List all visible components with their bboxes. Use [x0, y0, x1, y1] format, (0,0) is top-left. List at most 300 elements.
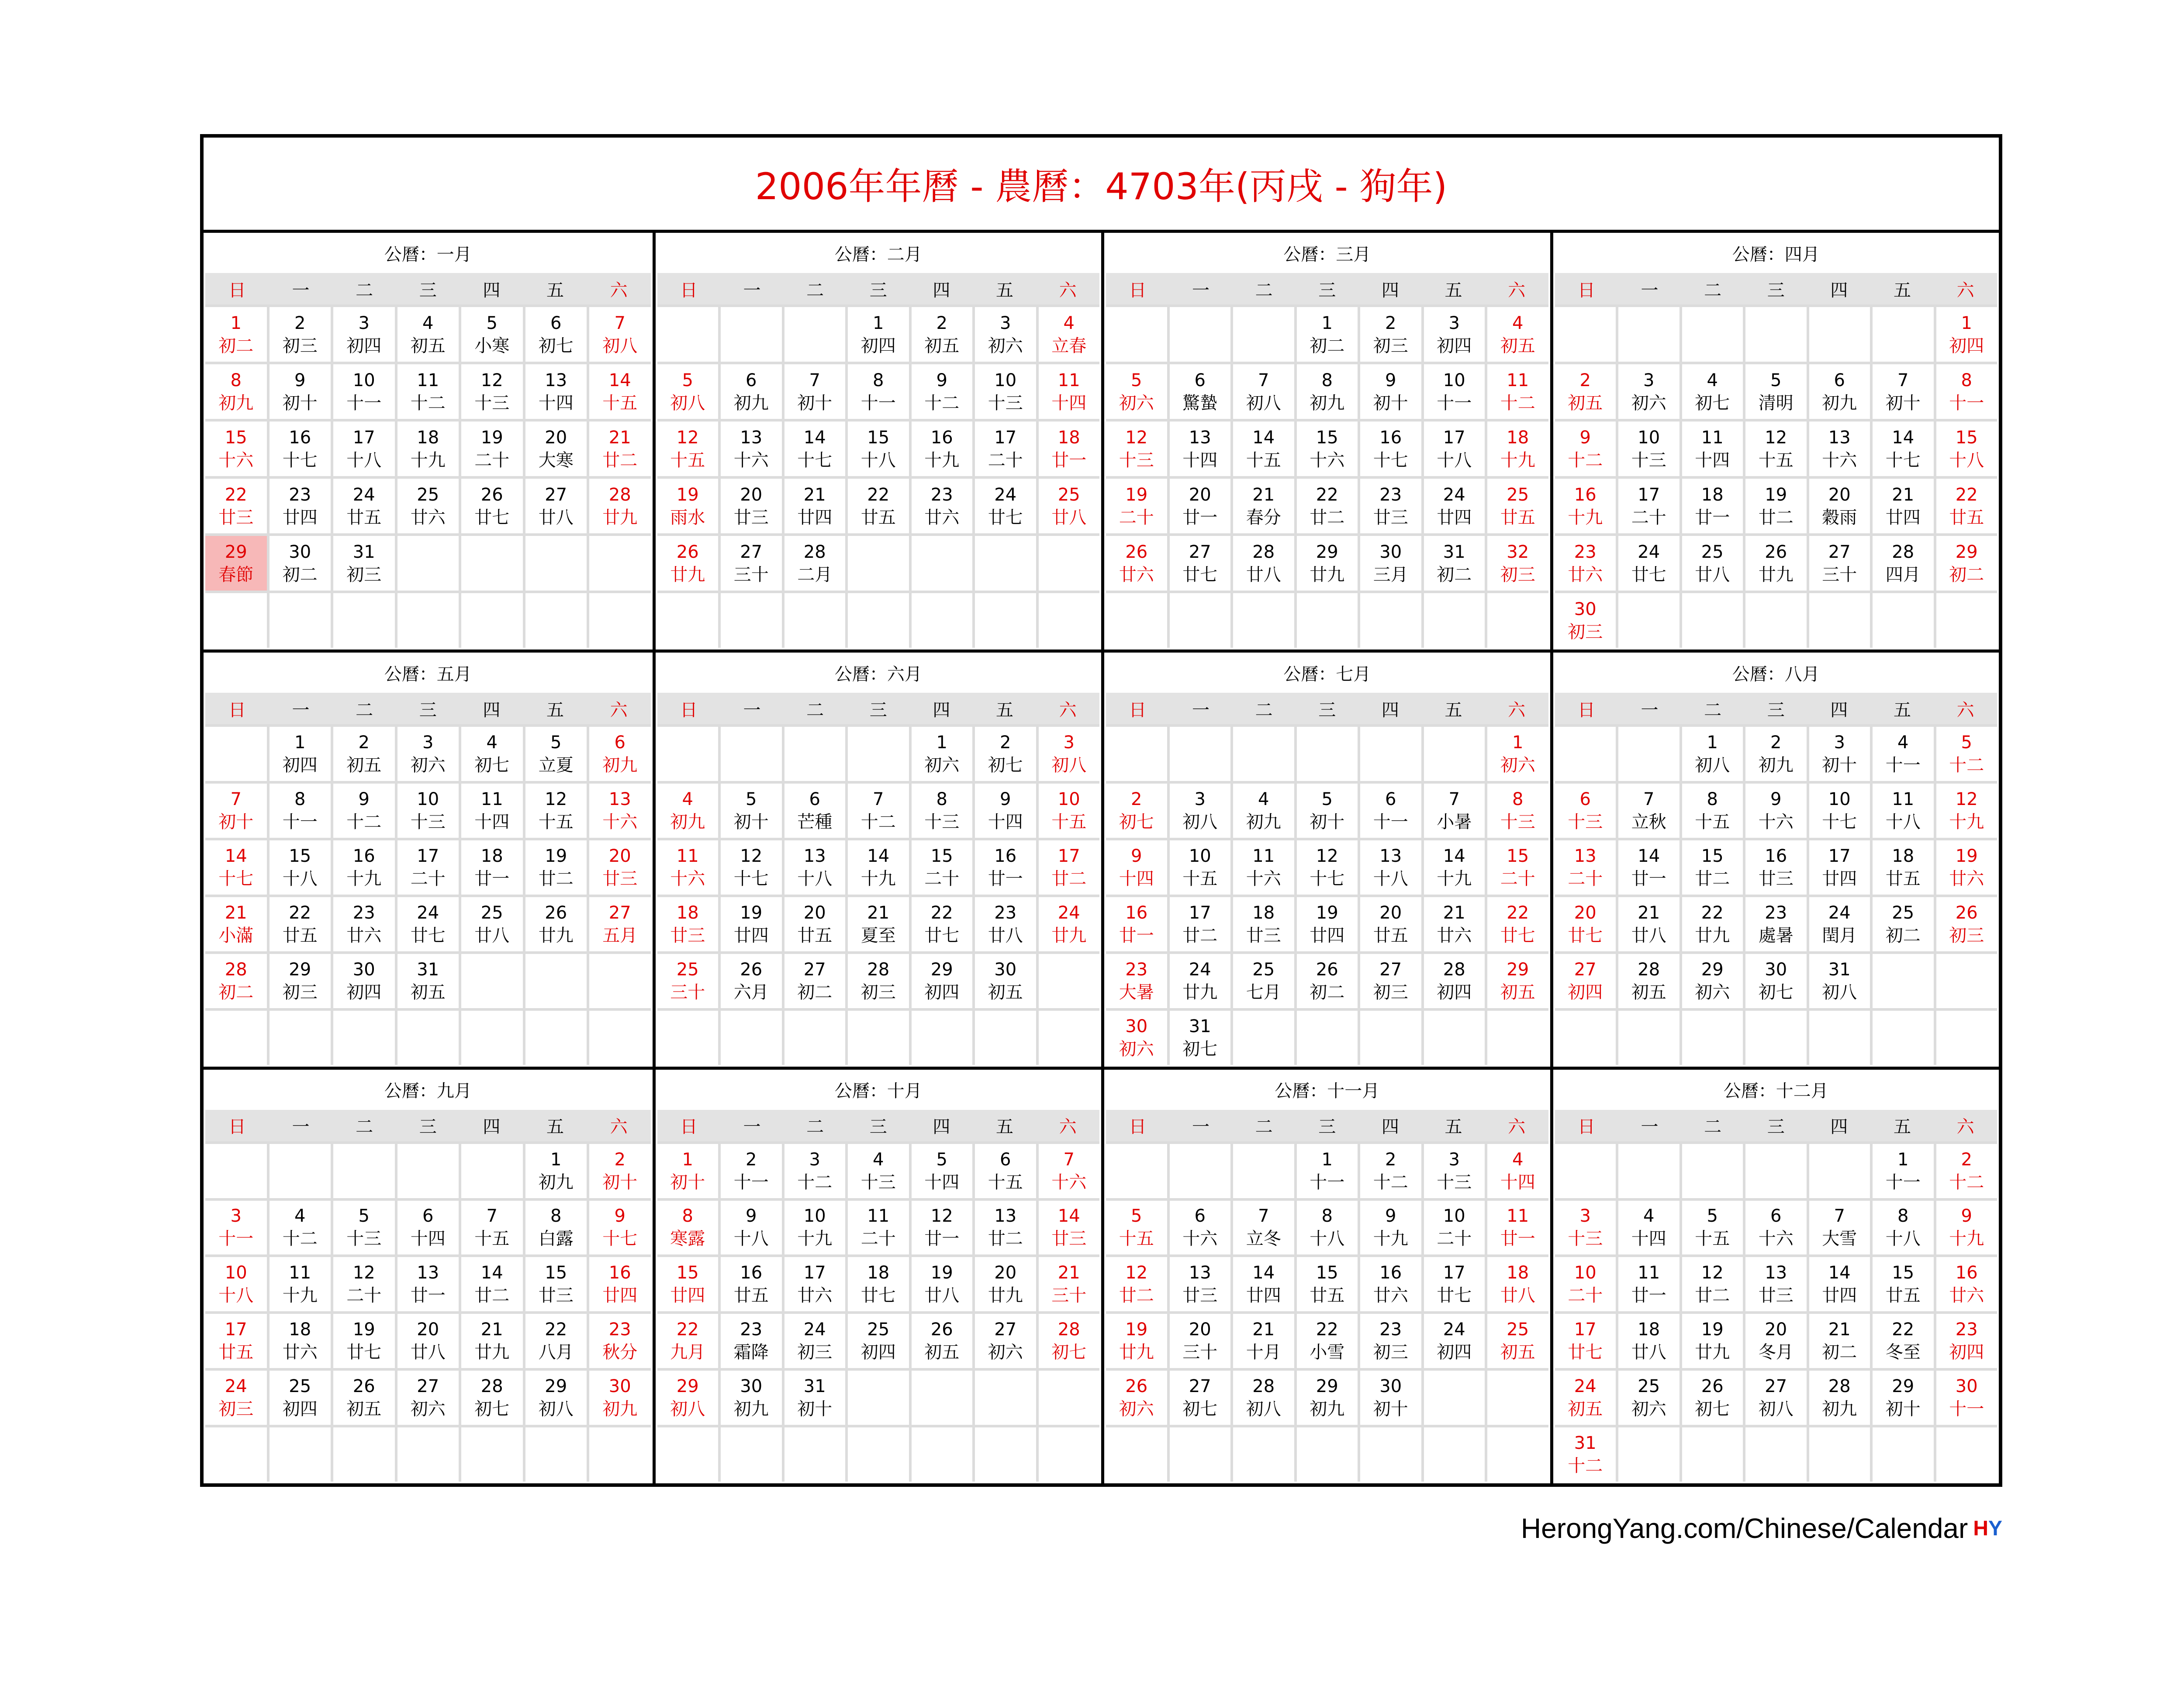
day-cell: [784, 1201, 846, 1255]
empty-cell: [721, 727, 782, 781]
lunar-date: 十二: [1949, 755, 1984, 776]
day-cell: [589, 422, 651, 476]
day-cell: [1618, 897, 1679, 951]
day-number: 29: [225, 542, 247, 562]
day-cell: [848, 954, 909, 1008]
day-cell: [589, 1201, 651, 1255]
day-number: 23: [1379, 1320, 1402, 1340]
lunar-date: 初八: [602, 335, 638, 356]
day-number: 26: [1125, 1376, 1148, 1397]
lunar-date: 初六: [988, 1342, 1023, 1363]
day-cell: [1297, 422, 1358, 476]
lunar-date: 小暑: [1437, 812, 1472, 833]
day-cell: [1106, 1011, 1167, 1065]
lunar-date: 十六: [1822, 450, 1857, 470]
day-number: 19: [352, 1320, 375, 1340]
lunar-date: 立冬: [1246, 1229, 1281, 1249]
lunar-date: 廿六: [797, 1285, 833, 1306]
weekday-label: 四: [1381, 1117, 1399, 1137]
month-block: [1550, 1067, 1999, 1483]
empty-cell: [1424, 727, 1485, 781]
weekday-label: 一: [1192, 700, 1209, 720]
day-cell: [912, 479, 973, 533]
empty-cell: [1106, 307, 1167, 362]
lunar-date: 廿七: [474, 507, 510, 528]
day-cell: [848, 307, 909, 362]
lunar-date: 廿三: [1758, 1285, 1794, 1306]
day-number: 18: [676, 902, 699, 923]
calendar-frame: [200, 134, 2002, 1487]
day-number: 24: [352, 484, 375, 505]
day-number: 21: [1638, 902, 1660, 923]
day-cell: [975, 307, 1036, 362]
empty-cell: [912, 1011, 973, 1065]
lunar-date: 初五: [1568, 393, 1603, 413]
day-number: 15: [867, 427, 890, 448]
weekday-label: 一: [1641, 1117, 1659, 1137]
lunar-date: 十四: [474, 812, 510, 833]
day-number: 11: [289, 1263, 311, 1283]
day-grid: [657, 724, 1100, 1064]
day-cell: [1297, 1201, 1358, 1255]
lunar-date: 二十: [988, 450, 1023, 470]
day-number: 24: [1574, 1376, 1597, 1397]
day-number: 19: [930, 1263, 953, 1283]
day-cell: [1745, 1371, 1807, 1425]
lunar-date: 初四: [1437, 982, 1472, 1002]
empty-cell: [589, 536, 651, 591]
day-cell: [657, 784, 719, 838]
day-cell: [333, 422, 395, 476]
lunar-date: 十五: [474, 1229, 510, 1249]
day-number: 14: [1828, 1263, 1851, 1283]
day-number: 6: [614, 732, 625, 753]
day-number: 9: [936, 370, 947, 390]
day-number: 25: [1252, 959, 1275, 980]
lunar-date: 初九: [1310, 1399, 1345, 1420]
weekday-label: 一: [1192, 1117, 1209, 1137]
weekday-label: 日: [680, 280, 698, 301]
lunar-date: 十四: [1695, 450, 1730, 470]
day-cell: [397, 422, 459, 476]
day-number: 25: [417, 484, 439, 505]
day-number: 14: [225, 846, 247, 867]
empty-cell: [1682, 1427, 1743, 1482]
day-cell: [657, 364, 719, 419]
month-block: [653, 1067, 1102, 1483]
lunar-date: 十九: [1373, 1229, 1408, 1249]
empty-cell: [1233, 593, 1294, 648]
day-cell: [912, 1144, 973, 1198]
day-cell: [1106, 954, 1167, 1008]
day-number: 27: [608, 902, 631, 923]
lunar-date: 初三: [797, 1342, 833, 1363]
day-number: 4: [1063, 313, 1075, 333]
day-cell: [333, 897, 395, 951]
day-cell: [1233, 1201, 1294, 1255]
lunar-date: 廿一: [410, 1285, 446, 1306]
lunar-date: 初九: [733, 393, 769, 413]
day-cell: [784, 536, 846, 591]
lunar-date: 廿五: [1885, 1285, 1921, 1306]
day-number: 23: [352, 902, 375, 923]
day-cell: [848, 1144, 909, 1198]
empty-cell: [912, 1427, 973, 1482]
day-cell: [1233, 954, 1294, 1008]
lunar-date: 二十: [1119, 507, 1154, 528]
day-cell: [205, 364, 267, 419]
day-number: 5: [682, 370, 693, 390]
day-number: 13: [417, 1263, 439, 1283]
day-number: 10: [1057, 789, 1080, 810]
day-number: 20: [1765, 1320, 1787, 1340]
empty-cell: [912, 593, 973, 648]
day-number: 23: [930, 484, 953, 505]
lunar-date: 初六: [1119, 1039, 1154, 1059]
empty-cell: [1682, 593, 1743, 648]
day-number: 1: [1897, 1149, 1909, 1170]
day-cell: [333, 479, 395, 533]
day-number: 21: [480, 1320, 503, 1340]
day-cell: [397, 1314, 459, 1368]
day-number: 14: [480, 1263, 503, 1283]
lunar-date: 初六: [1500, 755, 1535, 776]
lunar-date: 廿八: [538, 507, 574, 528]
lunar-date: 廿四: [797, 507, 833, 528]
lunar-date: 初八: [1246, 1399, 1281, 1420]
day-number: 20: [417, 1320, 439, 1340]
weekday-label: 二: [1255, 1117, 1273, 1137]
weekday-label: 日: [1577, 1117, 1595, 1137]
day-number: 31: [803, 1376, 826, 1397]
lunar-date: 初八: [670, 1399, 705, 1420]
empty-cell: [1555, 727, 1616, 781]
day-cell: [1555, 479, 1616, 533]
weekday-label: 五: [996, 1117, 1014, 1137]
day-number: 12: [930, 1206, 953, 1227]
day-number: 29: [930, 959, 953, 980]
day-number: 30: [1379, 1376, 1402, 1397]
day-cell: [657, 1144, 719, 1198]
day-cell: [1170, 1201, 1231, 1255]
lunar-date: 十七: [733, 869, 769, 889]
day-cell: [205, 422, 267, 476]
day-number: 1: [1321, 1149, 1333, 1170]
day-number: 17: [1443, 1263, 1465, 1283]
lunar-date: 廿一: [1182, 507, 1218, 528]
day-cell: [975, 364, 1036, 419]
lunar-date: 廿八: [1246, 564, 1281, 585]
empty-cell: [1936, 1011, 1997, 1065]
lunar-date: 廿六: [1373, 1285, 1408, 1306]
day-cell: [461, 479, 523, 533]
day-cell: [1297, 1371, 1358, 1425]
day-number: 3: [358, 313, 370, 333]
day-cell: [1682, 954, 1743, 1008]
day-number: 31: [352, 542, 375, 562]
day-number: 29: [676, 1376, 699, 1397]
day-number: 13: [1189, 1263, 1211, 1283]
empty-cell: [657, 1011, 719, 1065]
weekday-label: 日: [1129, 700, 1147, 720]
day-number: 29: [1316, 1376, 1338, 1397]
day-cell: [784, 1144, 846, 1198]
lunar-date: 廿三: [733, 507, 769, 528]
lunar-date: 初五: [1500, 982, 1535, 1002]
lunar-date: 三十: [1182, 1342, 1218, 1363]
lunar-date: 大暑: [1119, 982, 1154, 1002]
day-number: 8: [873, 370, 884, 390]
day-cell: [1297, 784, 1358, 838]
day-cell: [1424, 897, 1485, 951]
footer-url[interactable]: HerongYang.com/Chinese/Calendar: [1521, 1513, 1968, 1544]
footer: [1521, 1512, 2002, 1544]
day-cell: [1809, 364, 1870, 419]
day-number: 18: [867, 1263, 890, 1283]
day-cell: [1360, 1201, 1421, 1255]
lunar-date: 十四: [1119, 869, 1154, 889]
day-cell: [461, 1257, 523, 1311]
weekday-label: 六: [1059, 280, 1077, 301]
day-cell: [848, 784, 909, 838]
day-number: 7: [486, 1206, 498, 1227]
lunar-date: 廿一: [1631, 1285, 1666, 1306]
lunar-date: 十六: [1051, 1172, 1087, 1192]
lunar-date: 九月: [670, 1342, 705, 1363]
day-cell: [1555, 536, 1616, 591]
day-cell: [1682, 422, 1743, 476]
day-cell: [1233, 1314, 1294, 1368]
day-number: 25: [1507, 1320, 1529, 1340]
day-number: 24: [803, 1320, 826, 1340]
day-number: 25: [480, 902, 503, 923]
day-number: 18: [1701, 484, 1724, 505]
day-number: 11: [1507, 370, 1529, 390]
day-number: 5: [1321, 789, 1333, 810]
day-cell: [1360, 840, 1421, 895]
day-number: 26: [740, 959, 763, 980]
day-cell: [589, 479, 651, 533]
weekday-label: 六: [1956, 700, 1974, 720]
day-cell: [1745, 784, 1807, 838]
day-number: 16: [740, 1263, 763, 1283]
day-number: 18: [480, 846, 503, 867]
day-number: 7: [1834, 1206, 1845, 1227]
day-cell: [1106, 1371, 1167, 1425]
weekday-label: 二: [1704, 280, 1722, 301]
lunar-date: 十一: [1373, 812, 1408, 833]
day-number: 17: [1189, 902, 1211, 923]
lunar-date: 初五: [1500, 1342, 1535, 1363]
day-grid: [1555, 304, 1997, 648]
day-cell: [461, 840, 523, 895]
day-number: 18: [417, 427, 439, 448]
day-number: 12: [480, 370, 503, 390]
day-cell: [912, 897, 973, 951]
day-cell: [1873, 536, 1934, 591]
empty-cell: [1106, 1144, 1167, 1198]
day-cell: [1424, 840, 1485, 895]
day-cell: [270, 307, 331, 362]
day-number: 2: [1961, 1149, 1972, 1170]
day-cell: [657, 536, 719, 591]
day-cell: [1487, 1314, 1548, 1368]
day-number: 30: [608, 1376, 631, 1397]
lunar-date: 十六: [733, 450, 769, 470]
day-number: 15: [676, 1263, 699, 1283]
lunar-date: 廿七: [1500, 925, 1535, 946]
day-cell: [397, 784, 459, 838]
day-number: 16: [994, 846, 1017, 867]
day-number: 28: [225, 959, 247, 980]
day-number: 6: [1194, 370, 1206, 390]
weekday-label: 日: [1129, 1117, 1147, 1137]
day-cell: [1809, 536, 1870, 591]
lunar-date: 初十: [282, 393, 318, 413]
day-cell: [1487, 1144, 1548, 1198]
lunar-date: 十五: [1246, 450, 1281, 470]
lunar-date: 廿四: [1822, 869, 1857, 889]
day-cell: [848, 840, 909, 895]
lunar-date: 十五: [988, 1172, 1023, 1192]
day-number: 20: [1189, 484, 1211, 505]
day-number: 13: [740, 427, 763, 448]
day-grid: [1106, 1141, 1548, 1482]
empty-cell: [1170, 1427, 1231, 1482]
day-number: 13: [1828, 427, 1851, 448]
day-cell: [721, 1314, 782, 1368]
day-cell: [1682, 1371, 1743, 1425]
empty-cell: [1233, 1427, 1294, 1482]
lunar-date: 初二: [1437, 564, 1472, 585]
lunar-date: 二十: [1437, 1229, 1472, 1249]
lunar-date: 初九: [1822, 1399, 1857, 1420]
day-number: 14: [1638, 846, 1660, 867]
day-number: 8: [294, 789, 306, 810]
lunar-date: 廿五: [218, 1342, 254, 1363]
day-cell: [1555, 840, 1616, 895]
day-number: 30: [289, 542, 311, 562]
empty-cell: [205, 1144, 267, 1198]
day-number: 11: [1892, 789, 1914, 810]
day-number: 19: [480, 427, 503, 448]
day-number: 2: [746, 1149, 757, 1170]
lunar-date: 初九: [538, 1172, 574, 1192]
lunar-date: 小雪: [1310, 1342, 1345, 1363]
day-number: 8: [1321, 370, 1333, 390]
day-number: 5: [1961, 732, 1972, 753]
day-number: 16: [1125, 902, 1148, 923]
day-number: 2: [1579, 370, 1591, 390]
lunar-date: 十五: [670, 450, 705, 470]
day-number: 6: [1194, 1206, 1206, 1227]
day-cell: [1618, 1201, 1679, 1255]
empty-cell: [1555, 1011, 1616, 1065]
day-cell: [1233, 1257, 1294, 1311]
day-cell: [205, 536, 267, 591]
lunar-date: 寒露: [670, 1229, 705, 1249]
lunar-date: 立秋: [1631, 812, 1666, 833]
day-number: 17: [1638, 484, 1660, 505]
empty-cell: [205, 593, 267, 648]
day-number: 10: [1443, 370, 1465, 390]
day-cell: [1487, 307, 1548, 362]
day-number: 10: [1638, 427, 1660, 448]
lunar-date: 十二: [1568, 450, 1603, 470]
weekday-label: 六: [610, 1117, 628, 1137]
lunar-date: 初五: [346, 1399, 382, 1420]
day-number: 2: [1385, 1149, 1396, 1170]
day-number: 12: [545, 789, 567, 810]
day-number: 9: [358, 789, 370, 810]
weekday-label: 日: [228, 280, 246, 301]
day-number: 24: [1828, 902, 1851, 923]
month-title: 公曆：八月: [1732, 664, 1820, 684]
day-number: 3: [1834, 732, 1845, 753]
lunar-date: 初五: [1500, 335, 1535, 356]
day-number: 28: [480, 1376, 503, 1397]
day-number: 3: [422, 732, 434, 753]
empty-cell: [205, 1427, 267, 1482]
lunar-date: 二十: [1500, 869, 1535, 889]
weekday-label: 三: [1318, 1117, 1336, 1137]
day-number: 28: [1057, 1320, 1080, 1340]
weekday-label: 四: [483, 280, 501, 301]
day-cell: [1170, 840, 1231, 895]
day-number: 13: [545, 370, 567, 390]
empty-cell: [1424, 593, 1485, 648]
day-cell: [1360, 536, 1421, 591]
day-number: 20: [1828, 484, 1851, 505]
lunar-date: 十九: [924, 450, 960, 470]
lunar-date: 白露: [538, 1229, 574, 1249]
day-cell: [461, 422, 523, 476]
weekday-header: [1106, 693, 1548, 724]
weekday-label: 四: [483, 1117, 501, 1137]
lunar-date: 十二: [1500, 393, 1535, 413]
day-cell: [205, 840, 267, 895]
lunar-date: 芒種: [797, 812, 833, 833]
weekday-header: [205, 693, 651, 724]
day-cell: [1618, 536, 1679, 591]
day-number: 23: [740, 1320, 763, 1340]
day-cell: [1745, 422, 1807, 476]
lunar-date: 初七: [988, 755, 1023, 776]
lunar-date: 十三: [1568, 812, 1603, 833]
day-number: 9: [1770, 789, 1782, 810]
day-cell: [397, 364, 459, 419]
empty-cell: [1809, 1427, 1870, 1482]
day-cell: [1106, 422, 1167, 476]
lunar-date: 初七: [474, 1399, 510, 1420]
empty-cell: [1809, 1144, 1870, 1198]
day-cell: [1809, 422, 1870, 476]
day-cell: [589, 1314, 651, 1368]
day-number: 9: [1131, 846, 1142, 867]
day-number: 14: [608, 370, 631, 390]
lunar-date: 十一: [860, 393, 896, 413]
lunar-date: 初四: [924, 982, 960, 1002]
lunar-date: 十五: [1695, 812, 1730, 833]
day-number: 1: [1321, 313, 1333, 333]
day-cell: [721, 364, 782, 419]
day-cell: [1039, 727, 1100, 781]
lunar-date: 初七: [1695, 1399, 1730, 1420]
day-number: 10: [1574, 1263, 1597, 1283]
day-cell: [270, 840, 331, 895]
lunar-date: 初九: [1246, 812, 1281, 833]
weekday-label: 六: [610, 280, 628, 301]
